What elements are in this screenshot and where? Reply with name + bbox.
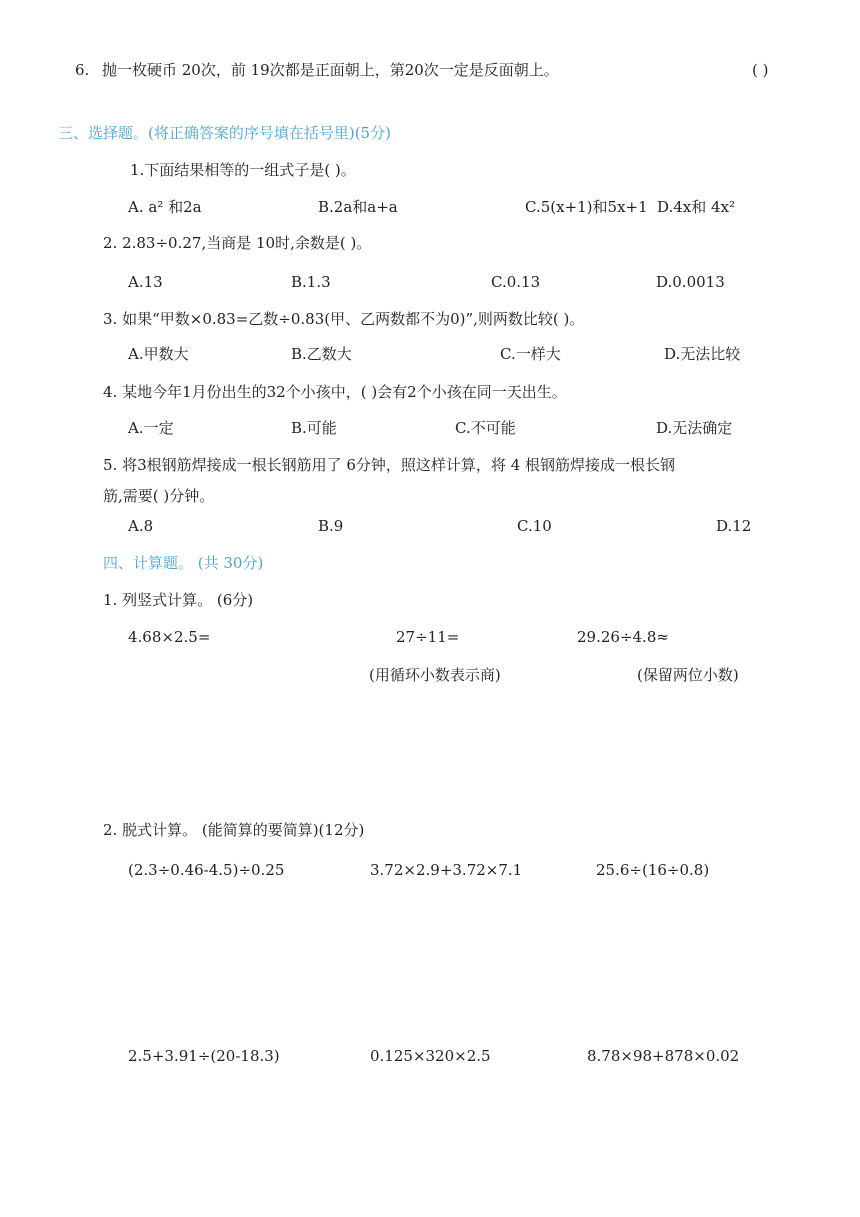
section3-title: 三、选择题。(将正确答案的序号填在括号里)(5分) <box>58 124 391 142</box>
q6-text: 抛一枚硬币 20次，前 19次都是正面朝上，第20次一定是反面朝上。 <box>102 61 559 79</box>
s3-q2-option-c: C.0.13 <box>491 273 541 291</box>
s3-q2-stem: 2. 2.83÷0.27,当商是 10时,余数是( )。 <box>103 234 372 252</box>
s3-q3-option-c: C.一样大 <box>500 345 561 363</box>
s3-q3-stem: 3. 如果“甲数×0.83=乙数÷0.83(甲、乙两数都不为0)”,则两数比较( )。 <box>103 310 585 328</box>
s3-q1-option-c: C.5(x+1)和5x+1 <box>525 198 648 216</box>
s3-q5-stem-line2: 筋,需要( )分钟。 <box>103 487 215 505</box>
s3-q1-option-b: B.2a和a+a <box>318 198 398 216</box>
s3-q1-stem: 1.下面结果相等的一组式子是( )。 <box>130 161 356 179</box>
s3-q2-option-b: B.1.3 <box>291 273 331 291</box>
s3-q5-option-c: C.10 <box>517 517 552 535</box>
q6-number: 6. <box>75 61 90 79</box>
s4-part2-row2-item-3: 8.78×98+878×0.02 <box>587 1047 740 1065</box>
s3-q4-option-b: B.可能 <box>291 419 337 437</box>
s3-q2-option-a: A.13 <box>128 273 163 291</box>
s4-part2-row1-item-2: 3.72×2.9+3.72×7.1 <box>370 861 523 879</box>
s3-q5-option-a: A.8 <box>128 517 154 535</box>
s3-q4-option-c: C.不可能 <box>455 419 516 437</box>
section4-title: 四、计算题。 (共 30分) <box>103 554 264 572</box>
s3-q4-option-a: A.一定 <box>128 419 174 437</box>
s4-part2-row2-item-1: 2.5+3.91÷(20-18.3) <box>128 1047 280 1065</box>
s3-q3-option-b: B.乙数大 <box>291 345 352 363</box>
s4-part2-row1-item-3: 25.6÷(16÷0.8) <box>596 861 710 879</box>
q6-answer-paren: ( ) <box>752 61 769 79</box>
s3-q1-option-d: D.4x和 4x² <box>657 198 736 216</box>
s3-q5-stem-line1: 5. 将3根钢筋焊接成一根长钢筋用了 6分钟，照这样计算，将 4 根钢筋焊接成一根长钢 <box>103 456 676 474</box>
s4-part2-row1-item-1: (2.3÷0.46-4.5)÷0.25 <box>128 861 285 879</box>
s3-q1-option-a: A. a² 和2a <box>128 198 202 216</box>
s4-part2-row2-item-2: 0.125×320×2.5 <box>370 1047 491 1065</box>
s3-q5-option-d: D.12 <box>716 517 752 535</box>
s4-part1-item-1: 4.68×2.5= <box>128 628 211 646</box>
s3-q3-option-d: D.无法比较 <box>664 345 741 363</box>
s4-part1-item-2: 27÷11= <box>396 628 460 646</box>
s4-part2-title: 2. 脱式计算。 (能简算的要简算)(12分) <box>103 821 365 839</box>
s3-q4-option-d: D.无法确定 <box>656 419 733 437</box>
s3-q5-option-b: B.9 <box>318 517 344 535</box>
s4-part1-title: 1. 列竖式计算。 (6分) <box>103 591 254 609</box>
s3-q2-option-d: D.0.0013 <box>656 273 725 291</box>
s3-q3-option-a: A.甲数大 <box>128 345 189 363</box>
s4-part1-note-1: (用循环小数表示商) <box>369 666 501 684</box>
s3-q4-stem: 4. 某地今年1月份出生的32个小孩中，( )会有2个小孩在同一天出生。 <box>103 383 567 401</box>
s4-part1-note-2: (保留两位小数) <box>637 666 739 684</box>
s4-part1-item-3: 29.26÷4.8≈ <box>577 628 669 646</box>
